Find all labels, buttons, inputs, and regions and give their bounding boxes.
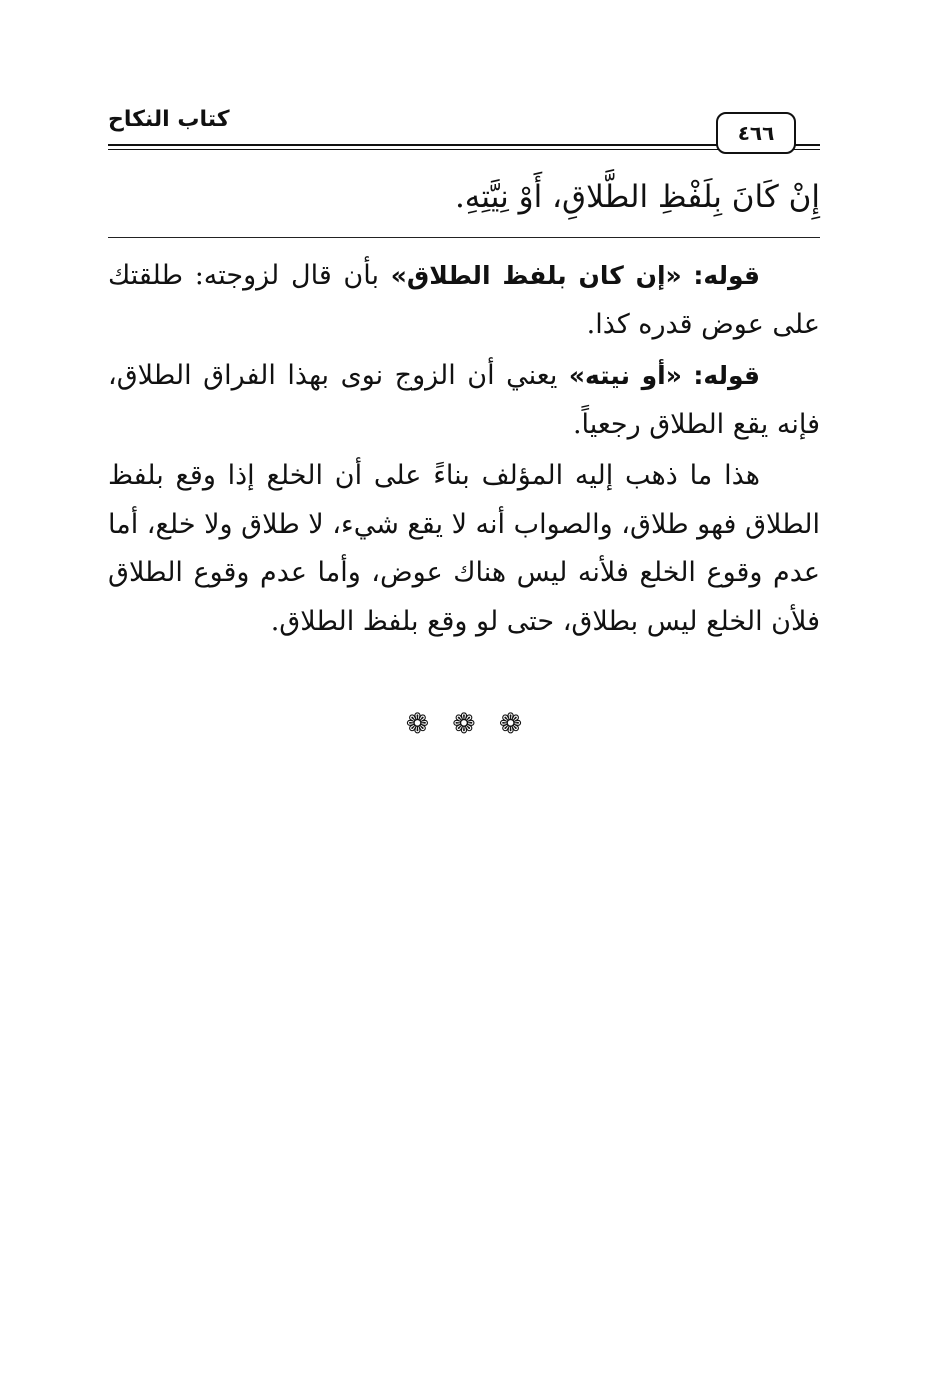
- header-rule-thick: [108, 144, 820, 146]
- lead-word: قوله:: [693, 261, 760, 290]
- commentary-paragraph-3: [108, 452, 820, 646]
- page-header: [108, 100, 820, 160]
- lead-word: قوله:: [693, 361, 760, 390]
- commentary-paragraph-2: [108, 352, 820, 449]
- commentary: [108, 252, 820, 649]
- matn-divider: [108, 237, 820, 238]
- flower-ornament-icon: ❁: [405, 707, 430, 740]
- page-number: ٤٦٦: [716, 112, 796, 154]
- paragraph-text: بأن قال لزوجته: طلقتك على عوض قدره كذا.: [108, 260, 820, 340]
- header-rule-thin: [108, 149, 820, 150]
- running-title: كتاب النكاح: [108, 107, 230, 132]
- quoted-phrase: «أو نيته»: [568, 361, 682, 390]
- section-ornaments: [108, 700, 820, 748]
- commentary-paragraph-1: [108, 252, 820, 349]
- paragraph-text: يعني أن الزوج نوى بهذا الفراق الطلاق، فإنه يقع الطلاق رجعياً.: [108, 360, 820, 440]
- flower-ornament-icon: ❁: [498, 707, 523, 740]
- quoted-phrase: «إن كان بلفظ الطلاق»: [390, 261, 682, 290]
- matn-text: إِنْ كَانَ بِلَفْظِ الطَّلاقِ، أَوْ نِيَّتِهِ.: [454, 179, 820, 215]
- flower-ornament-icon: ❁: [452, 707, 476, 740]
- paragraph-text: هذا ما ذهب إليه المؤلف بناءً على أن الخلع إذا وقع بلفظ الطلاق فهو طلاق، والصواب أنه لا يقع شيء، لا طلاق ولا خلع، أما عدم وقوع الخلع فلأنه ليس هناك عوض، وأما عدم وقوع الطلاق فلأن الخلع ليس بطلاق، حتى لو وقع بلفظ الطلاق.: [108, 460, 820, 637]
